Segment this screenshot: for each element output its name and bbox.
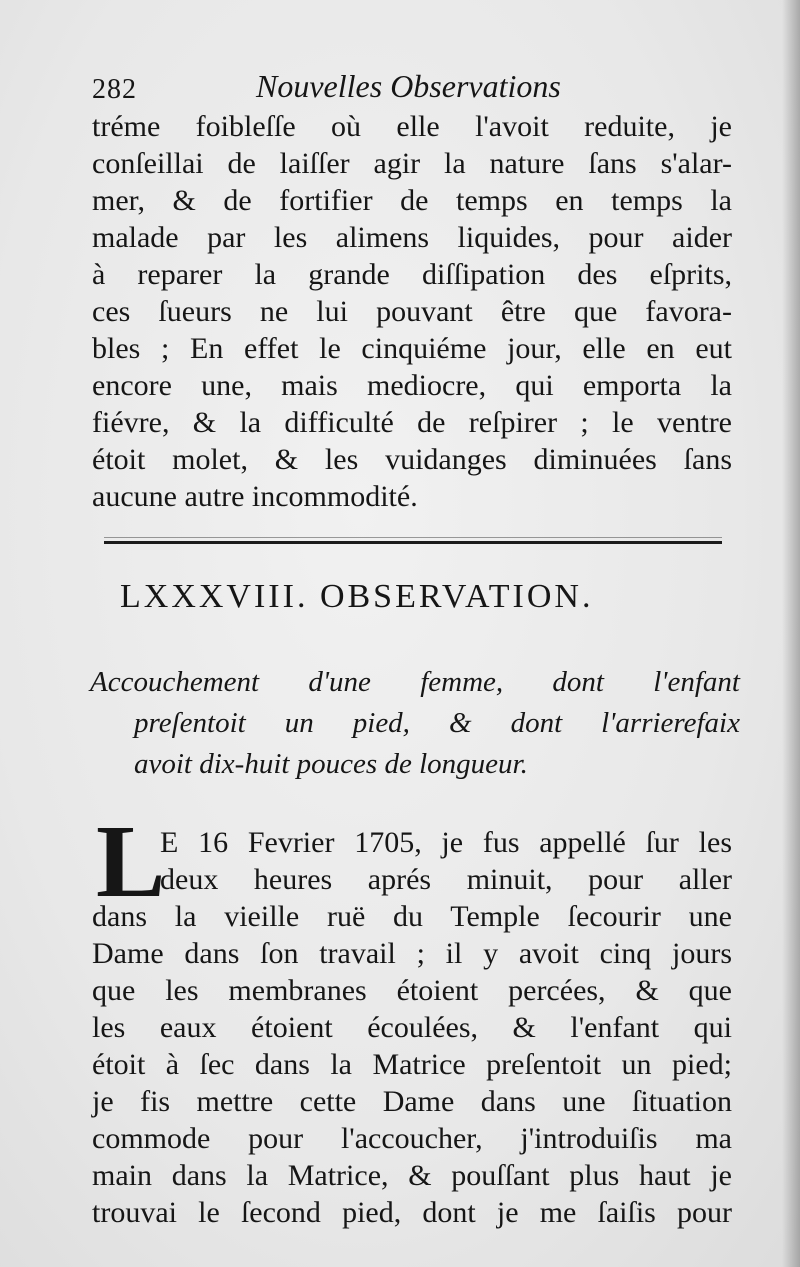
text-line: mer, & de fortifier de temps en temps la — [92, 184, 732, 217]
text-line: dans la vieille ruë du Temple ſecourir une — [92, 900, 732, 933]
drop-cap: L — [96, 804, 166, 919]
text-line: encore une, mais mediocre, qui emporta la — [92, 369, 732, 402]
text-line: je fis mettre cette Dame dans une ſituation — [92, 1085, 732, 1118]
text-line: deux heures aprés minuit, pour aller — [160, 863, 732, 896]
subtitle-line: preſentoit un pied, & dont l'arrierefaix — [134, 707, 740, 739]
text-line: malade par les alimens liquides, pour aider — [92, 221, 732, 254]
observation-subtitle — [90, 662, 740, 785]
text-line: aucune autre incommodité. — [92, 480, 418, 513]
text-line: commode pour l'accoucher, j'introduiſis ma — [92, 1122, 732, 1155]
text-line: main dans la Matrice, & pouſſant plus haut je — [92, 1159, 732, 1192]
text-line: fiévre, & la difficulté de reſpirer ; le ventre — [92, 406, 732, 439]
subtitle-line: avoit dix-huit pouces de longueur. — [134, 748, 528, 780]
text-line: les eaux étoient écoulées, & l'enfant qui — [92, 1011, 732, 1044]
subtitle-line: Accouchement d'une femme, dont l'enfant — [90, 666, 740, 698]
previous-text-block — [92, 108, 732, 515]
running-head — [92, 68, 612, 108]
text-line: à reparer la grande diſſipation des eſprits, — [92, 258, 732, 291]
text-line: étoit molet, & les vuidanges diminuées ſans — [92, 443, 732, 476]
text-line: Dame dans ſon travail ; il y avoit cinq jours — [92, 937, 732, 970]
observation-heading: LXXXVIII. OBSERVATION. — [120, 578, 594, 615]
text-line: tréme foibleſſe où elle l'avoit reduite, je — [92, 110, 732, 143]
section-rule-thin — [104, 537, 722, 538]
text-line: trouvai le ſecond pied, dont je me ſaiſis pour — [92, 1196, 732, 1229]
text-line: bles ; En effet le cinquiéme jour, elle en eut — [92, 332, 732, 365]
text-line: conſeillai de laiſſer agir la nature ſans s'alar- — [92, 147, 732, 180]
running-title: Nouvelles Observations — [256, 68, 561, 104]
section-rule — [104, 541, 722, 544]
text-line: E 16 Fevrier 1705, je fus appellé ſur les — [160, 826, 732, 859]
text-line: étoit à ſec dans la Matrice preſentoit un pied; — [92, 1048, 732, 1081]
observation-body — [92, 804, 732, 1231]
page-gutter-shadow — [782, 0, 800, 1267]
text-line: ces ſueurs ne lui pouvant être que favora- — [92, 295, 732, 328]
page-number: 282 — [92, 74, 137, 105]
text-line: que les membranes étoient percées, & que — [92, 974, 732, 1007]
